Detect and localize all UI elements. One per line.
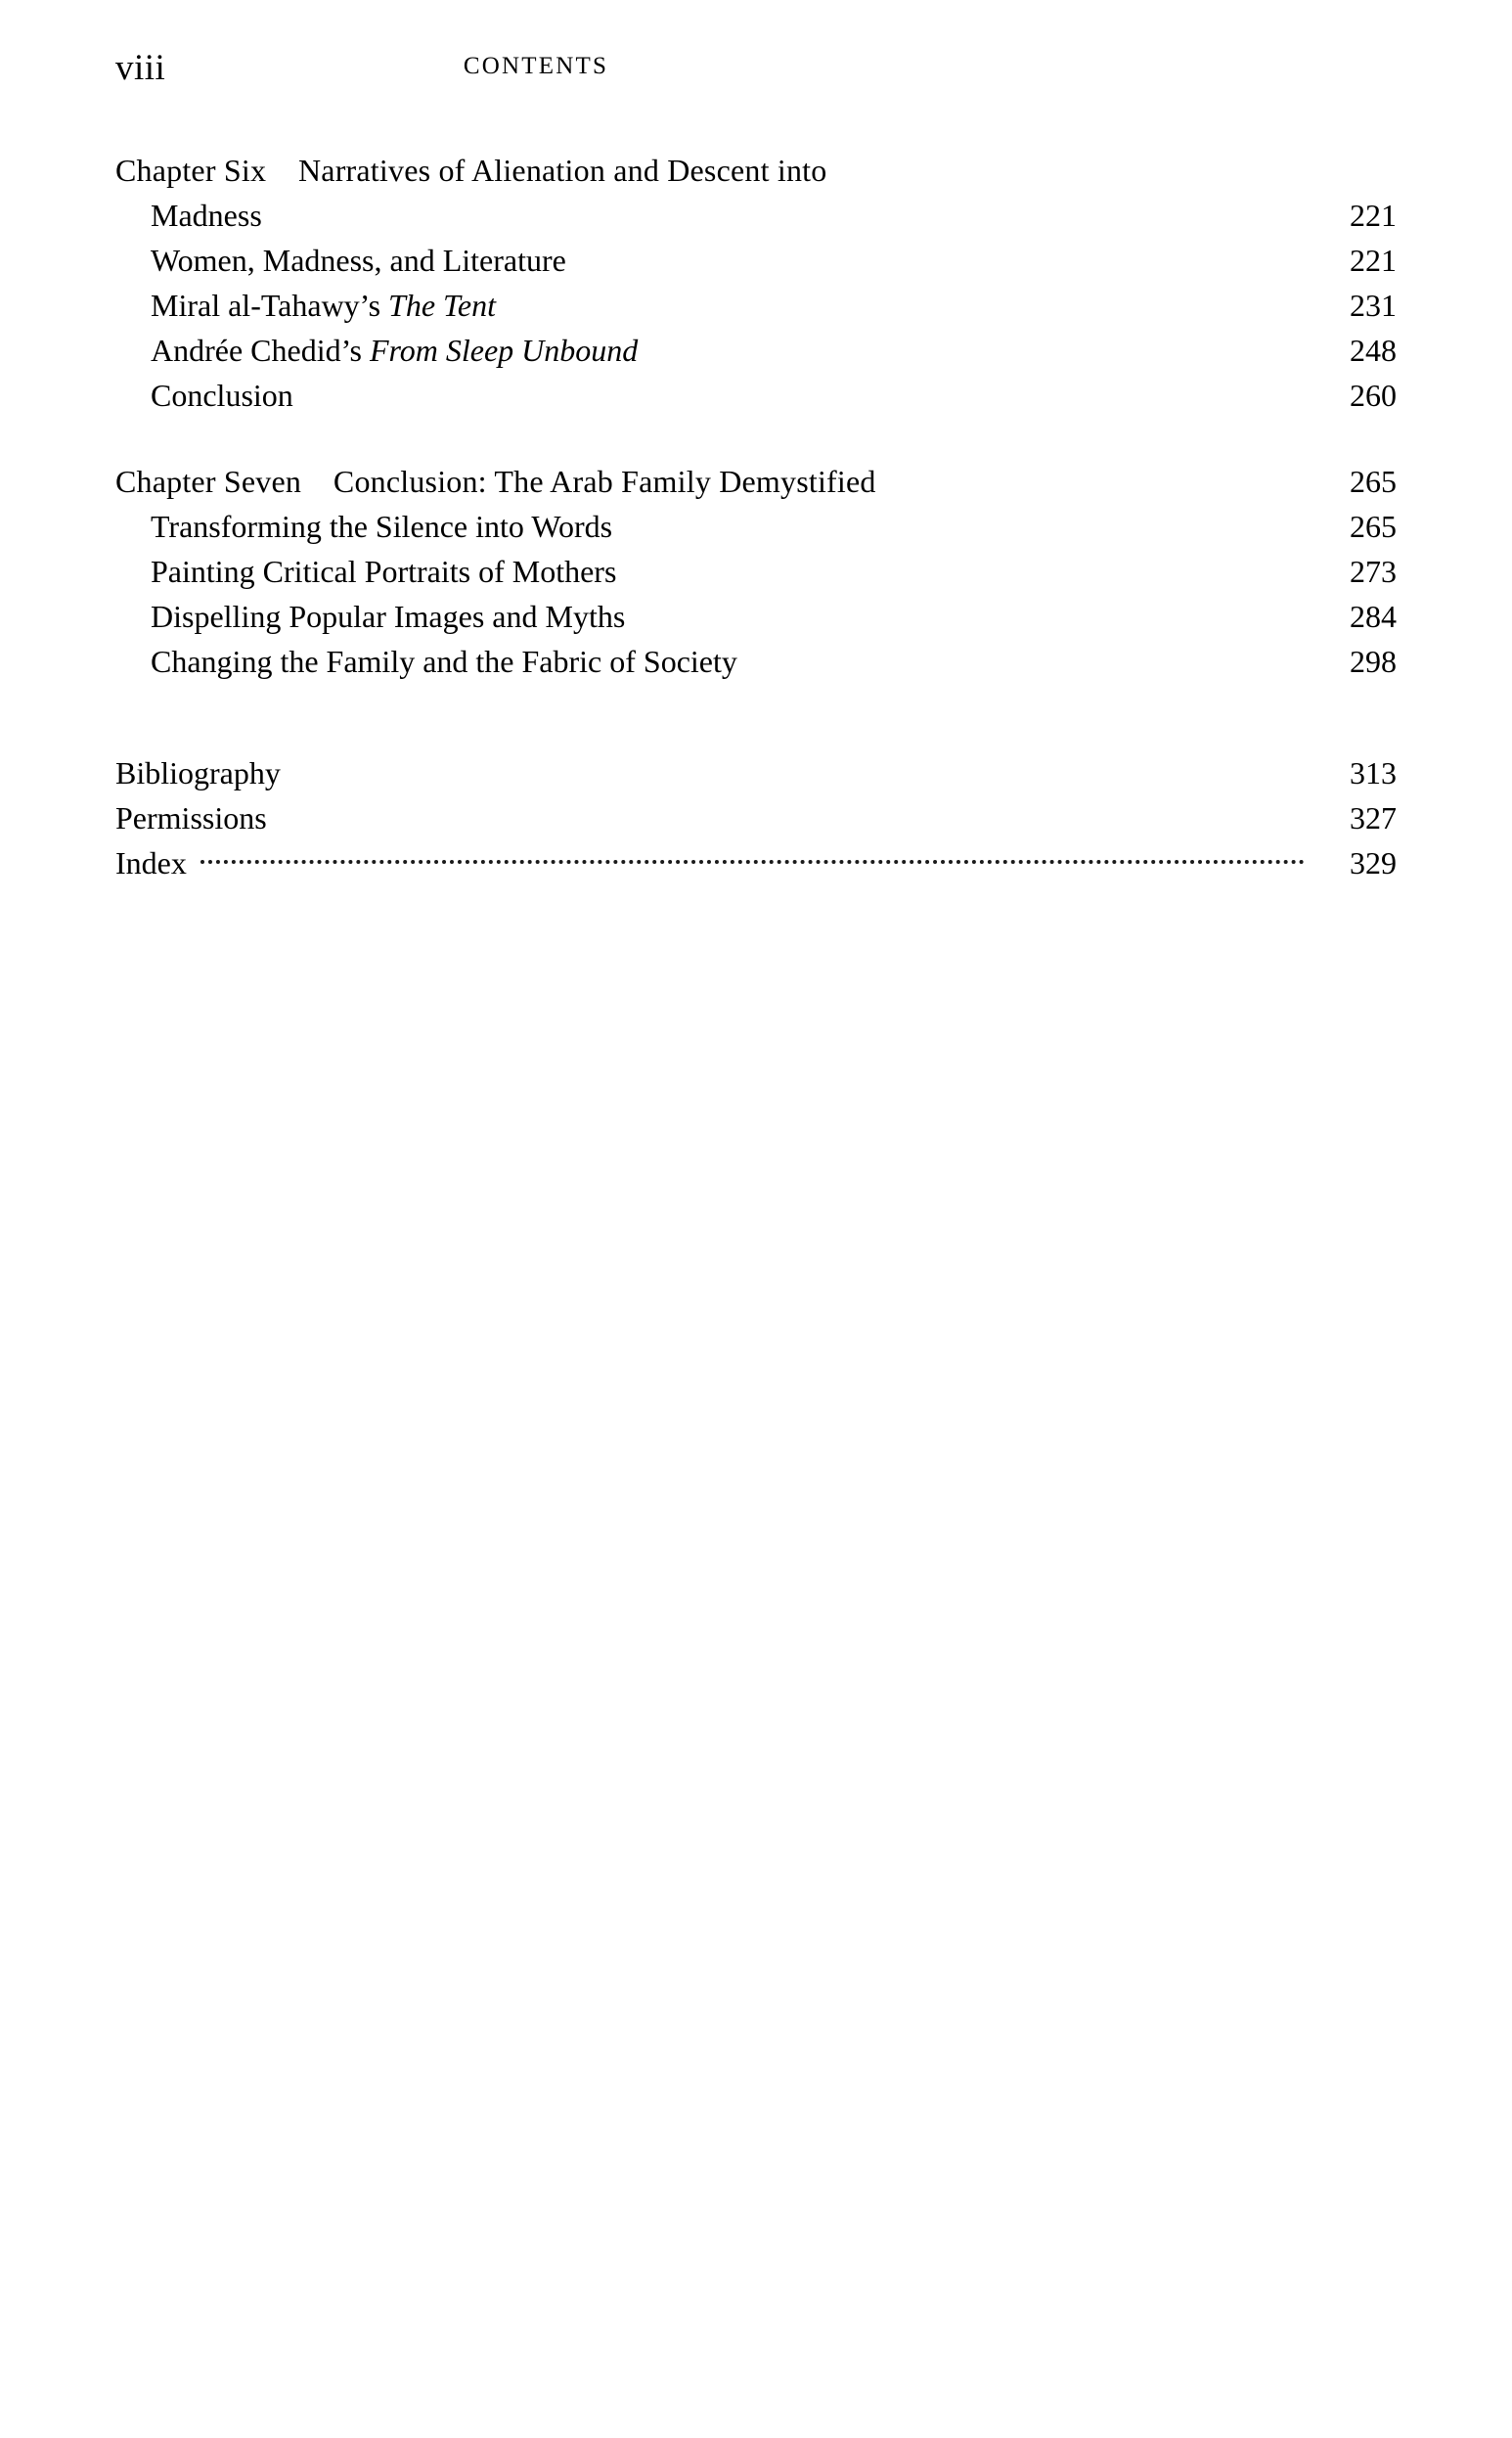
toc-chapter-heading[interactable] [115, 460, 1397, 505]
toc-section-back-matter [115, 751, 1397, 886]
toc-entry-label: Transforming the Silence into Words [151, 509, 613, 544]
toc-entry[interactable] [115, 329, 1397, 374]
toc-entry[interactable] [115, 841, 1397, 886]
toc-entry-page: 284 [1350, 599, 1397, 634]
toc-entry-label-pre: Miral al-Tahawy’s [151, 288, 389, 323]
toc-entry-label: Conclusion [151, 378, 293, 413]
toc-entry-label-italic: From Sleep Unbound [369, 333, 639, 368]
toc-leader [307, 375, 1305, 406]
toc-entry-label: Madness [151, 198, 262, 233]
toc-leader [630, 551, 1305, 582]
toc-entry[interactable] [115, 751, 1397, 796]
running-head-title: CONTENTS [463, 53, 609, 79]
toc-entry-page: 260 [1350, 378, 1397, 413]
toc-entry-page: 273 [1350, 554, 1397, 589]
toc-entry-page: 298 [1350, 644, 1397, 679]
toc-entry-page: 231 [1350, 288, 1397, 323]
toc-entry[interactable] [115, 284, 1397, 329]
toc-entry[interactable] [115, 550, 1397, 595]
toc-leader [639, 596, 1305, 627]
toc-chapter-heading[interactable] [115, 149, 1397, 194]
toc-leader-dots [200, 842, 1305, 874]
toc-leader [294, 752, 1305, 784]
toc-entry-label: Bibliography [115, 755, 281, 790]
page-content [115, 47, 1397, 886]
toc-entry[interactable] [115, 374, 1397, 419]
toc-entry[interactable] [115, 595, 1397, 640]
running-head [115, 47, 1397, 108]
toc-entry-page: 313 [1350, 755, 1397, 790]
toc-section-chapter-six [115, 149, 1397, 419]
toc-entry-page: 248 [1350, 333, 1397, 368]
toc-entry-label: Index [115, 845, 187, 880]
toc-leader [651, 330, 1305, 361]
toc-leader [510, 285, 1305, 316]
toc-entry-label-italic: The Tent [388, 288, 496, 323]
toc-entry-label-pre: Andrée Chedid’s [151, 333, 370, 368]
toc-section-chapter-seven [115, 460, 1397, 685]
toc-leader [751, 641, 1305, 672]
toc-entry-label [151, 329, 638, 373]
toc-entry-page: 329 [1350, 845, 1397, 880]
toc-leader [276, 195, 1305, 226]
toc-entry-label: Permissions [115, 800, 267, 835]
toc-entry-label: Women, Madness, and Literature [151, 243, 566, 278]
toc-entry-page: 221 [1350, 243, 1397, 278]
toc-entry[interactable] [115, 796, 1397, 841]
toc-entry-page: 265 [1350, 509, 1397, 544]
toc-entry-label: Painting Critical Portraits of Mothers [151, 554, 617, 589]
toc-leader [890, 461, 1305, 492]
page-folio: viii [115, 48, 166, 88]
toc-entry[interactable] [115, 505, 1397, 550]
toc-chapter-page: 265 [1350, 464, 1397, 499]
toc-entry-label: Dispelling Popular Images and Myths [151, 599, 626, 634]
toc-entry-label [151, 284, 496, 328]
toc-leader [281, 797, 1305, 829]
toc-entry-label: Changing the Family and the Fabric of Society [151, 644, 737, 679]
toc-entry-page: 327 [1350, 800, 1397, 835]
toc-entry[interactable] [115, 194, 1397, 239]
toc-chapter-title: Chapter Seven Conclusion: The Arab Family Demystified [115, 464, 876, 499]
toc-entry[interactable] [115, 239, 1397, 284]
toc-leader [626, 506, 1305, 537]
toc-entry[interactable] [115, 640, 1397, 685]
toc-entry-page: 221 [1350, 198, 1397, 233]
toc-chapter-title: Chapter Six Narratives of Alienation and Descent into [115, 153, 827, 188]
toc-leader [580, 240, 1305, 271]
